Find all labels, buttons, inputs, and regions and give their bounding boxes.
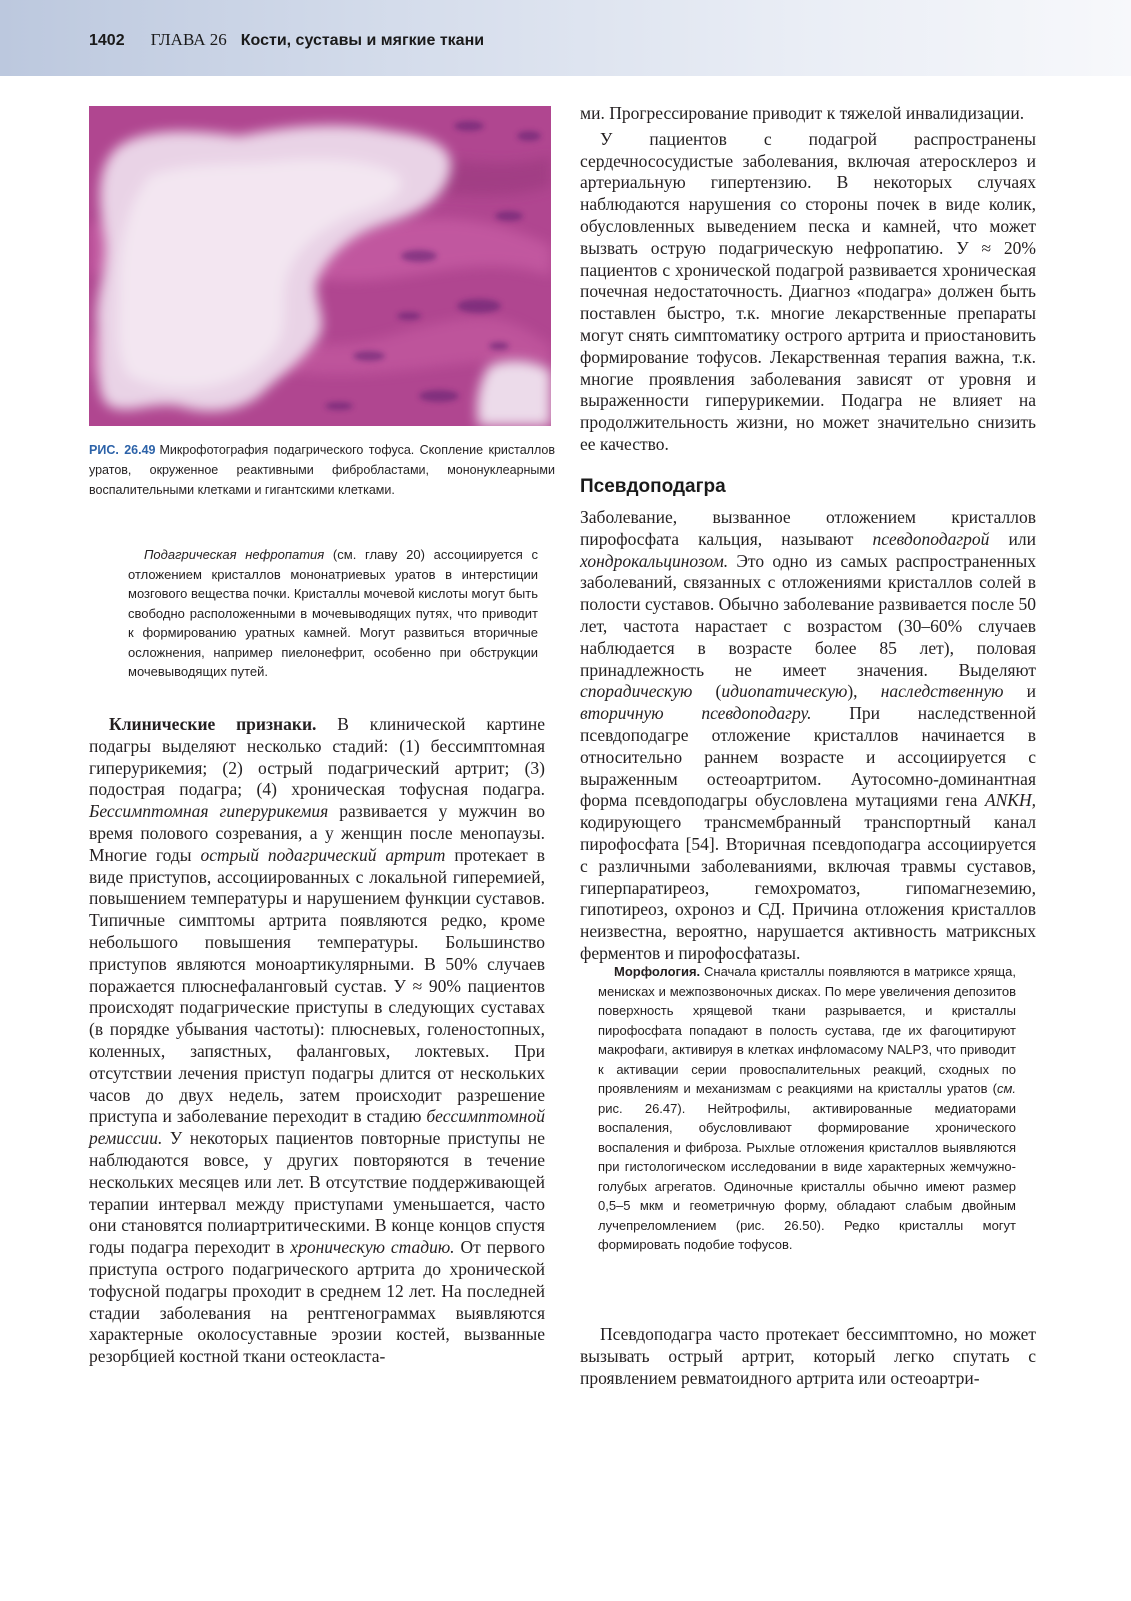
- paragraph-last: Псевдоподагра часто протекает бессимптомно, но может вызывать острый артрит, который легко спутать с проявлением ревматоидного артрита или остеоартри-: [580, 1324, 1036, 1388]
- right-column-top: [580, 103, 1036, 456]
- pseudo-q4: (: [692, 681, 722, 702]
- pseudo-qi1: псевдоподагрой: [872, 528, 990, 549]
- running-header: [0, 0, 1131, 76]
- pseudo-qi4: идиопатическую: [721, 681, 848, 702]
- clinical-s3: протекает в виде приступов, ассоциированных с локальной гиперемией, повышением температуры и нарушением функции суставов. Типичные симптомы артрита появляются редко, кроме небольшого повышения температуры. Большинство приступов являются моноартикулярными. В 50% случаев поражается плюснефаланговый сустав. У ≈ 90% пациентов происходят подагрические приступы в следующих суставах (в порядке убывания частоты): плюсневых, голеностопных, коленных, запястных, фаланговых, локтевых. При отсутствии лечения приступ подагры длится от нескольких часов до двух недель, затем происходит разрешение приступа и заболевание переходит в стадию: [89, 844, 545, 1127]
- pseudo-q5: ),: [847, 681, 881, 702]
- clinical-i3: бессимптомной ремиссии.: [89, 1106, 545, 1149]
- clinical-s5: От первого приступа острого подагрического артрита до хронической тофусной подагры проходит в среднем 12 лет. На последней стадии заболевания на рентгенограммах выявляются характерные околосуставные эрозии костей, вызванные резорбцией костной ткани остеокласта-: [89, 1237, 545, 1367]
- chapter-label: ГЛАВА 26: [150, 30, 227, 49]
- morphology-text: Сначала кристаллы появляются в матриксе хряща, менисках и межпозвоночных дисках. По мере увеличения депозитов поверхность хрящевой ткани разрывается, и кристаллы пирофосфата попадают в полость сустава, где их фагоцитируют макрофаги, активируя в клетках инфломасому NALP3, что приводит к активации серии провоспалительных реакций, сходных по проявлениям и механизмам с реакциями на кристаллы уратов (: [598, 964, 1016, 1096]
- pseudo-qi6: вторичную псевдоподагру.: [580, 703, 812, 724]
- pseudo-q7: При наследственной псевдоподагре отложение кристаллов начинается в относительно раннем возрасте и ассоциируется с выраженным остеоартритом. Аутосомно-доминантная форма псевдоподагры обусловлена мутациями гена: [580, 703, 1036, 811]
- caption-text: Микрофотография подагрического тофуса. Скопление кристаллов уратов, окруженное реактивными фибробластами, мононуклеарными воспалительными клетками и гигантскими клетками.: [89, 443, 555, 497]
- pseudo-q3: Это одно из самых распространенных заболеваний, связанных с отложениями кристаллов солей в полости суставов. Обычно заболевание развивается после 50 лет, частота нарастает с возрастом (30–60% случаев наблюдается в возрасте более 85 лет), половая принадлежность не имеет значения. Выделяют: [580, 550, 1036, 680]
- morphology-heading: Морфология.: [614, 964, 701, 979]
- nephropathy-text: (см. главу 20) ассоциируется с отложением кристаллов мононатриевых уратов в интерстиции мозгового вещества почки. Кристаллы мочевой кислоты могут быть свободно расположенными в мочевыводящих путях, что приводит к формированию уратных камней. Могут развиться вторичные осложнения, например пиелонефрит, особенно при обструкции мочевыводящих путей.: [128, 547, 538, 679]
- figure-caption: [89, 440, 555, 500]
- clinical-s4: У некоторых пациентов повторные приступы не наблюдаются вовсе, у других повторяются в течение нескольких месяцев или лет. В отсутствие поддерживающей терапии интервал между приступами уменьшается, часто они становятся полиартритическими. В конце концов спустя годы подагра переходит в: [89, 1128, 545, 1258]
- chapter-title: Кости, суставы и мягкие ткани: [240, 32, 485, 49]
- micrograph-drawing: [89, 106, 551, 426]
- morphology-ref: см.: [996, 1081, 1016, 1096]
- pseudo-q1: Заболевание, вызванное отложением кристаллов пирофосфата кальция, называют: [580, 507, 1036, 549]
- nephropathy-term: Подагрическая нефропатия: [144, 547, 325, 562]
- header-text: [89, 29, 484, 51]
- pseudo-qi5: наследственную: [880, 681, 1004, 702]
- paragraph-continuation: ми. Прогрессирование приводит к тяжелой инвалидизации.: [580, 103, 1025, 123]
- pseudo-qi3: спорадическую: [580, 681, 693, 702]
- micrograph-image: [89, 106, 551, 426]
- section-title-pseudogout: Псевдоподагра: [580, 476, 726, 497]
- right-column-pseudogout: [580, 507, 1036, 965]
- pseudo-q2: или: [989, 528, 1036, 549]
- right-column-bottom: [580, 1324, 1036, 1389]
- clinical-i2: острый подагрический артрит: [200, 844, 446, 865]
- pseudo-qi7: ANKH,: [984, 790, 1036, 811]
- pseudo-q8: кодирующего трансмембранный транспортный канал пирофосфата [54]. Вторичная псевдоподагра ассоциируется с различными заболеваниями, включая травмы суставов, гиперпаратиреоз, гемохроматоз, гипомагнеземию, гипотиреоз, охроноз и СД. Причина отложения кристаллов неизвестна, вероятно, нарушается активность матриксных ферментов и пирофосфатазы.: [580, 812, 1036, 963]
- clinical-heading: Клинические признаки.: [109, 714, 317, 734]
- clinical-s1: В клинической картине подагры выделяют несколько стадий: (1) бессимптомная гиперурикемия; (2) острый подагрический артрит; (3) подострая подагра; (4) хроническая тофусная подагра.: [89, 714, 545, 800]
- nephropathy-box: [128, 545, 538, 682]
- clinical-i4: хроническую стадию.: [290, 1237, 455, 1258]
- pseudo-q6: и: [1003, 681, 1037, 702]
- morphology-box: [598, 962, 1016, 1255]
- page-number: 1402: [89, 32, 125, 49]
- left-column: [89, 714, 545, 1368]
- clinical-s2: развивается у мужчин во время полового созревания, а у женщин после менопаузы. Многие годы: [89, 801, 545, 865]
- figure-label: РИС. 26.49: [89, 443, 156, 457]
- pseudo-qi2: хондрокальцинозом.: [580, 550, 729, 571]
- clinical-i1: Бессимптомная гиперурикемия: [89, 801, 329, 822]
- morphology-text-2: рис. 26.47). Нейтрофилы, активированные медиаторами воспаления, обусловливают формирование хронического воспаления и фиброза. Рыхлые отложения кристаллов выявляются при гистологическом исследовании в виде характерных жемчужно-голубых агрегатов. Одиночные кристаллы обычно имеют размер 0,5–5 мкм и геометричную форму, обладают слабым двойным лучепреломлением (рис. 26.50). Редко кристаллы могут формировать подобие тофусов.: [598, 1100, 1016, 1252]
- paragraph-cardiovascular: У пациентов с подагрой распространены сердечнососудистые заболевания, включая атеросклероз и артериальную гипертензию. В некоторых случаях наблюдаются нарушения со стороны почек в виде колик, обусловленных выведением песка и камней, что может вызвать острую подагрическую нефропатию. У ≈ 20% пациентов с хронической подагрой развивается хроническая почечная недостаточность. Диагноз «подагра» должен быть поставлен быстро, т.к. многие лекарственные препараты могут снять симптоматику острого артрита и приостановить формирование тофусов. Лекарственная терапия важна, т.к. многие проявления заболевания зависят от уровня и выраженности гиперурикемии. Подагра не влияет на продолжительность жизни, но может значительно снизить ее качество.: [580, 128, 1036, 454]
